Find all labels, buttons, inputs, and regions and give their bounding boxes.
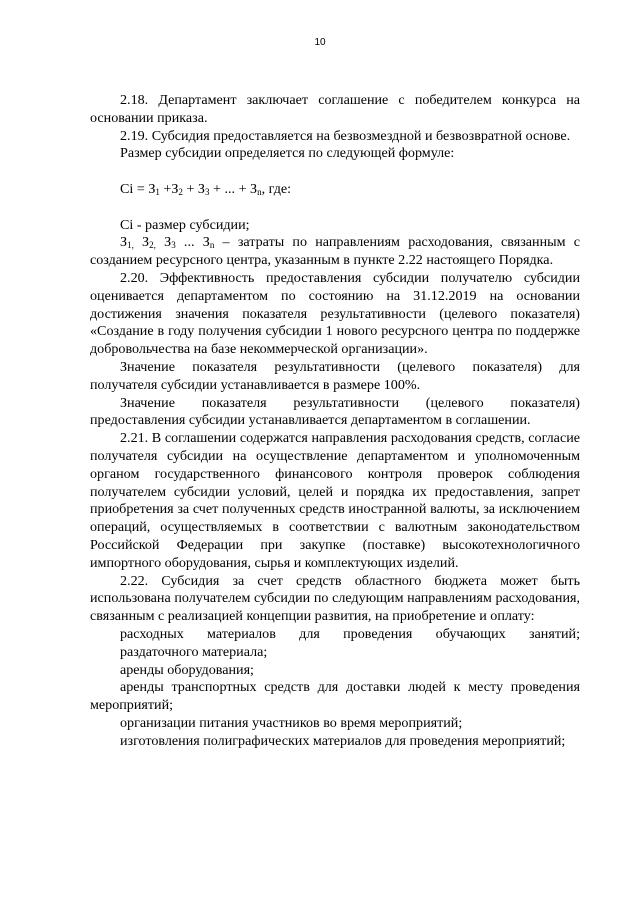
- page-number: 10: [314, 37, 326, 48]
- list-item: изготовления полиграфических материалов для проведения мероприятий;: [120, 732, 566, 749]
- formula-intro: Размер субсидии определяется по следующей формуле:: [120, 145, 455, 162]
- paragraph-2-22: 2.22. Субсидия за счет средств областного бюджета может быть использована получателем субсидии по следующим направлениям расходования, связанным с реализацией концепции развития, на приобретение и оплату:: [90, 572, 580, 625]
- list-item: аренды оборудования;: [120, 661, 254, 678]
- paragraph-2-18: 2.18. Департамент заключает соглашение с победителем конкурса на основании приказа.: [90, 92, 580, 126]
- paragraph-2-19: 2.19. Субсидия предоставляется на безвозмездной и безвозвратной основе.: [120, 127, 571, 144]
- list-item: раздаточного материала;: [120, 643, 268, 660]
- document-body: [90, 92, 580, 750]
- definition-z: $З_{1,}$ $З_{2,}$ $З_3$ ... $З_n$ – затраты по направлениям расходования, связанным с созданием ресурсного центра, указанным в пункте 2.22 настоящего Порядка.: [90, 234, 581, 269]
- list-item: организации питания участников во время мероприятий;: [120, 714, 463, 731]
- paragraph-2-21: 2.21. В соглашении содержатся направления расходования средств, согласие получателя субсидии на осуществление департаментом и уполномоченным органом государственного финансового контроля проверок соблюдения получателем субсидии условий, целей и порядка их предоставления, запрет приобретения за счет полученных средств иностранной валюты, за исключением операций, осуществляемых в соответствии с валютным законодательством Российской Федерации при закупке (поставке) высокотехнологичного импортного оборудования, сырья и комплектующих изделий.: [90, 430, 580, 571]
- definition-ci: Ci - размер субсидии;: [120, 216, 250, 233]
- paragraph-2-20: 2.20. Эффективность предоставления субсидии получателю субсидии оценивается департаментом по состоянию на 31.12.2019 на основании достижения значения показателя результативности (целевого показателя) «Создание в году получения субсидии 1 нового ресурсного центра по поддержке добровольчества на базе некоммерческой организации».: [90, 269, 580, 358]
- list-item: расходных материалов для проведения обучающих занятий;: [120, 625, 580, 642]
- formula: $Ci = З_1 +З_2 + З_3$ + ... + $З_n$, где:: [120, 180, 292, 197]
- list-item: аренды транспортных средств для доставки людей к месту проведения мероприятий;: [90, 679, 580, 714]
- indicator-effect: Значение показателя результативности (целевого показателя) предоставления субсидии устанавливается департаментом в соглашении.: [90, 394, 580, 429]
- indicator-value: Значение показателя результативности (целевого показателя) для получателя субсидии устанавливается в размере 100%.: [90, 358, 580, 393]
